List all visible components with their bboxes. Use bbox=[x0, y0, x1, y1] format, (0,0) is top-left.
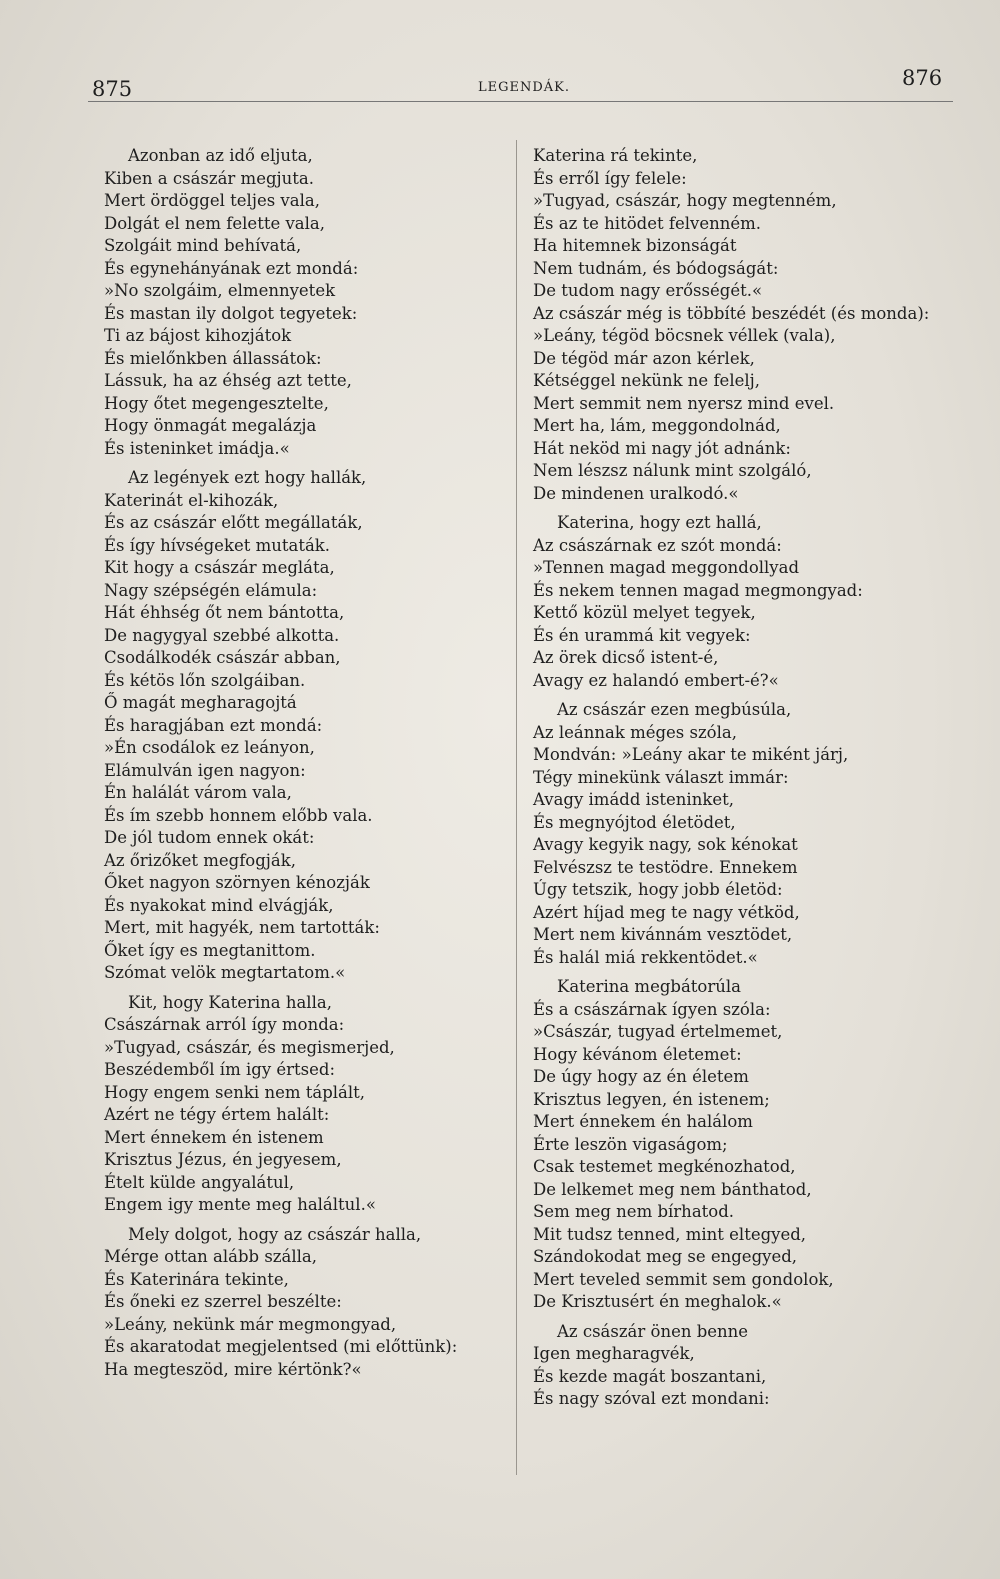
verse-line: De tudom nagy erősségét.« bbox=[533, 281, 763, 300]
verse-line: Mert, mit hagyék, nem tartották: bbox=[104, 918, 380, 937]
verse-line: Mely dolgot, hogy az császár halla, bbox=[128, 1224, 422, 1244]
verse-line: Császárnak arról így monda: bbox=[104, 1015, 345, 1034]
stanza bbox=[533, 976, 973, 1314]
verse-line: Mert énnekem én halálom bbox=[533, 1112, 753, 1131]
verse-line: Őket így es megtanittom. bbox=[104, 940, 316, 960]
verse-line: Érte leszön vigaságom; bbox=[533, 1134, 728, 1154]
header-rule bbox=[88, 101, 953, 102]
verse-line: Avagy ez halandó embert-é?« bbox=[533, 670, 779, 690]
verse-line: Mert semmit nem nyersz mind evel. bbox=[533, 393, 835, 413]
verse-line: De tégöd már azon kérlek, bbox=[533, 348, 755, 368]
right-column bbox=[533, 145, 973, 1418]
verse-line: És mastan ily dolgot tegyetek: bbox=[104, 303, 358, 323]
verse-line: Azért ne tégy értem halált: bbox=[104, 1105, 330, 1124]
verse-line: Mondván: »Leány akar te miként járj, bbox=[533, 745, 849, 764]
verse-line: Kétséggel nekünk ne felelj, bbox=[533, 371, 760, 390]
verse-line: Sem meg nem bírhatod. bbox=[533, 1202, 735, 1221]
verse-line: Az legények ezt hogy hallák, bbox=[128, 468, 367, 487]
verse-line: És én urammá kit vegyek: bbox=[533, 625, 751, 645]
verse-line: Mit tudsz tenned, mint eltegyed, bbox=[533, 1224, 807, 1244]
stanza bbox=[104, 992, 524, 1217]
verse-line: Engem igy mente meg haláltul.« bbox=[104, 1195, 376, 1214]
verse-line: Szolgáit mind behívatá, bbox=[104, 236, 302, 255]
verse-line: »Én csodálok ez leányon, bbox=[104, 738, 315, 757]
verse-line: Az császár önen benne bbox=[557, 1321, 749, 1341]
verse-line: De Krisztusért én meghalok.« bbox=[533, 1292, 782, 1311]
verse-line: És kétös lőn szolgáiban. bbox=[104, 670, 306, 690]
verse-line: És őneki ez szerrel beszélte: bbox=[104, 1292, 342, 1311]
stanza bbox=[533, 145, 973, 505]
verse-line: De jól tudom ennek okát: bbox=[104, 828, 315, 847]
verse-line: Az örek dicső istent-é, bbox=[533, 648, 719, 667]
verse-line: De lelkemet meg nem bánthatod, bbox=[533, 1179, 812, 1199]
verse-line: »Tugyad, császár, és megismerjed, bbox=[104, 1037, 395, 1057]
verse-line: És ím szebb honnem előbb vala. bbox=[104, 805, 373, 825]
verse-line: És halál miá rekkentödet.« bbox=[533, 947, 758, 967]
stanza bbox=[104, 1224, 524, 1382]
verse-line: Katerina, hogy ezt hallá, bbox=[557, 513, 762, 532]
verse-line: Katerina megbátorúla bbox=[557, 977, 741, 996]
verse-line: Ha hitemnek bizonságát bbox=[533, 236, 737, 255]
verse-line: »Tugyad, császár, hogy megtenném, bbox=[533, 191, 837, 210]
verse-line: Nagy szépségén elámula: bbox=[104, 580, 318, 600]
verse-line: És nagy szóval ezt mondani: bbox=[533, 1389, 770, 1408]
verse-line: És a császárnak ígyen szóla: bbox=[533, 999, 771, 1019]
verse-line: Az császárnak ez szót mondá: bbox=[533, 535, 782, 555]
verse-line: »Leány, nekünk már megmongyad, bbox=[104, 1314, 397, 1334]
stanza bbox=[533, 699, 973, 969]
verse-line: Igen megharagvék, bbox=[533, 1344, 695, 1363]
verse-line: Az császár ezen megbúsúla, bbox=[557, 700, 792, 719]
running-title: LEGENDÁK. bbox=[478, 80, 571, 95]
verse-line: De nagygyal szebbé alkotta. bbox=[104, 625, 340, 645]
left-column bbox=[104, 145, 524, 1388]
verse-line: És erről így felele: bbox=[533, 168, 687, 188]
verse-line: Ő magát megharagojtá bbox=[104, 693, 297, 712]
verse-line: És akaratodat megjelentsed (mi előttünk): bbox=[104, 1337, 458, 1356]
verse-line: Az leánnak méges szóla, bbox=[533, 722, 737, 742]
verse-line: Felvészsz te testödre. Ennekem bbox=[533, 857, 798, 877]
page-header bbox=[0, 66, 1000, 106]
verse-line: »Leány, tégöd böcsnek véllek (vala), bbox=[533, 326, 836, 345]
verse-line: Katerina rá tekinte, bbox=[533, 146, 698, 165]
verse-line: »Császár, tugyad értelmemet, bbox=[533, 1022, 783, 1041]
verse-line: Avagy kegyik nagy, sok kénokat bbox=[533, 835, 798, 854]
verse-line: Ti az bájost kihozjátok bbox=[104, 326, 292, 345]
verse-line: Mert ördöggel teljes vala, bbox=[104, 191, 320, 210]
verse-line: És egynehányának ezt mondá: bbox=[104, 258, 359, 278]
stanza bbox=[533, 512, 973, 692]
verse-line: Krisztus legyen, én istenem; bbox=[533, 1089, 770, 1109]
verse-line: És haragjában ezt mondá: bbox=[104, 715, 323, 735]
verse-line: Csak testemet megkénozhatod, bbox=[533, 1157, 796, 1176]
verse-line: És az te hitödet felvenném. bbox=[533, 213, 761, 233]
verse-line: És nyakokat mind elvágják, bbox=[104, 895, 334, 915]
verse-line: Kit, hogy Katerina halla, bbox=[128, 992, 332, 1012]
verse-line: Lássuk, ha az éhség azt tette, bbox=[104, 371, 352, 390]
stanza bbox=[104, 467, 524, 985]
verse-line: Nem lészsz nálunk mint szolgáló, bbox=[533, 461, 812, 480]
verse-line: Én halálát várom vala, bbox=[104, 783, 292, 802]
verse-line: Az császár még is többíté beszédét (és monda): bbox=[533, 303, 930, 323]
verse-line: Mert teveled semmit sem gondolok, bbox=[533, 1269, 834, 1289]
verse-line: Azonban az idő eljuta, bbox=[128, 146, 313, 165]
stanza bbox=[104, 145, 524, 460]
verse-line: Mert énnekem én istenem bbox=[104, 1127, 324, 1147]
verse-line: Hogy őtet megengesztelte, bbox=[104, 393, 329, 413]
verse-line: Kiben a császár megjuta. bbox=[104, 168, 314, 188]
verse-line: Ételt külde angyalátul, bbox=[104, 1172, 295, 1192]
stanza bbox=[533, 1321, 973, 1411]
verse-line: Őket nagyon szörnyen kénozják bbox=[104, 873, 370, 892]
verse-line: Hogy engem senki nem táplált, bbox=[104, 1082, 366, 1102]
verse-line: Avagy imádd isteninket, bbox=[533, 790, 734, 809]
verse-line: Csodálkodék császár abban, bbox=[104, 648, 341, 667]
page-number-left: 875 bbox=[92, 77, 133, 101]
verse-line: Mert ha, lám, meggondolnád, bbox=[533, 416, 781, 435]
verse-line: Mert nem kivánnám vesztödet, bbox=[533, 925, 793, 944]
verse-line: És Katerinára tekinte, bbox=[104, 1269, 289, 1289]
verse-line: Szándokodat meg se engegyed, bbox=[533, 1247, 798, 1266]
verse-line: Katerinát el-kihozák, bbox=[104, 490, 279, 510]
verse-line: Hát neköd mi nagy jót adnánk: bbox=[533, 438, 791, 458]
verse-line: És isteninket imádja.« bbox=[104, 438, 290, 458]
verse-line: Mérge ottan alább szálla, bbox=[104, 1247, 317, 1266]
verse-line: Úgy tetszik, hogy jobb életöd: bbox=[533, 880, 783, 899]
verse-line: És nekem tennen magad megmongyad: bbox=[533, 580, 863, 600]
verse-line: Azért híjad meg te nagy vétköd, bbox=[533, 902, 800, 922]
verse-line: Hogy önmagát megalázja bbox=[104, 416, 317, 435]
verse-line: Beszédemből ím igy értsed: bbox=[104, 1060, 336, 1079]
verse-line: Kettő közül melyet tegyek, bbox=[533, 603, 756, 622]
verse-line: Hát éhhség őt nem bántotta, bbox=[104, 603, 345, 622]
verse-line: Hogy kévánom életemet: bbox=[533, 1044, 742, 1064]
verse-line: Tégy minekünk választ immár: bbox=[533, 767, 789, 787]
verse-line: És mielőnkben állassátok: bbox=[104, 348, 322, 368]
page-number-right: 876 bbox=[902, 66, 943, 90]
verse-line: De úgy hogy az én életem bbox=[533, 1067, 749, 1086]
verse-line: Ha megteszöd, mire kértönk?« bbox=[104, 1359, 362, 1379]
verse-line: Nem tudnám, és bódogságát: bbox=[533, 258, 779, 278]
verse-line: »Tennen magad meggondollyad bbox=[533, 558, 800, 577]
verse-line: Az őrizőket megfogják, bbox=[104, 850, 296, 870]
verse-line: És így hívségeket mutaták. bbox=[104, 535, 331, 555]
verse-line: Dolgát el nem felette vala, bbox=[104, 213, 325, 233]
verse-line: És kezde magát boszantani, bbox=[533, 1366, 767, 1386]
verse-line: Szómat velök megtartatom.« bbox=[104, 963, 346, 982]
verse-line: De mindenen uralkodó.« bbox=[533, 483, 739, 503]
verse-line: Kit hogy a császár megláta, bbox=[104, 558, 335, 577]
verse-line: Krisztus Jézus, én jegyesem, bbox=[104, 1150, 342, 1169]
verse-line: Elámulván igen nagyon: bbox=[104, 760, 306, 780]
verse-line: És megnyójtod életödet, bbox=[533, 812, 736, 832]
verse-line: És az császár előtt megállaták, bbox=[104, 513, 363, 532]
verse-line: »No szolgáim, elmennyetek bbox=[104, 281, 336, 300]
